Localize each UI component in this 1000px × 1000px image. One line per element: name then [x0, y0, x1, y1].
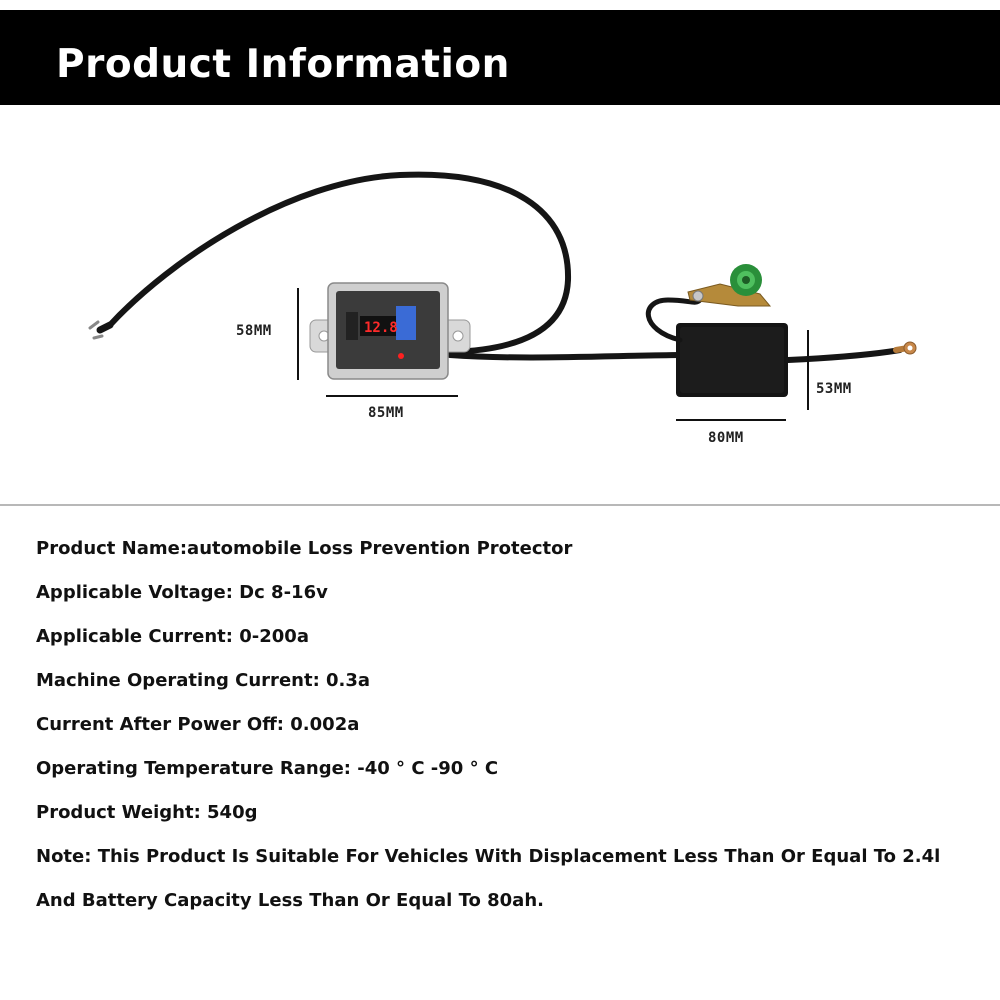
header-bar [0, 10, 1000, 105]
switch-box [676, 323, 788, 397]
dim-label-53: 53MM [816, 381, 852, 397]
right-cable [788, 350, 900, 360]
display-readout: 12.8 [364, 320, 398, 336]
fork-terminal-icon [90, 322, 110, 338]
spec-list [36, 534, 986, 930]
section-divider [0, 504, 1000, 506]
product-photo [0, 105, 1000, 505]
dim-label-80: 80MM [708, 430, 744, 446]
controller-box [310, 283, 470, 379]
battery-terminal-icon [688, 264, 770, 306]
spec-note-continued: And Battery Capacity Less Than Or Equal To 80ah. [36, 890, 544, 911]
spec-weight: Product Weight: 540g [36, 802, 258, 823]
spec-voltage: Applicable Voltage: Dc 8-16v [36, 582, 328, 603]
dim-label-85: 85MM [368, 405, 404, 421]
ring-terminal-icon [896, 342, 916, 354]
spec-note: Note: This Product Is Suitable For Vehicles With Displacement Less Than Or Equal To 2.4l [36, 846, 941, 867]
spec-product-name: Product Name:automobile Loss Prevention Protector [36, 538, 573, 559]
spec-operating-current: Machine Operating Current: 0.3a [36, 670, 371, 691]
spec-current: Applicable Current: 0-200a [36, 626, 309, 647]
page-title: Product Information [56, 42, 510, 87]
spec-temperature: Operating Temperature Range: -40 ° C -90 ° C [36, 758, 499, 779]
middle-cable [450, 355, 680, 357]
dim-label-58: 58MM [236, 323, 272, 339]
spec-off-current: Current After Power Off: 0.002a [36, 714, 360, 735]
product-illustration [0, 105, 1000, 505]
